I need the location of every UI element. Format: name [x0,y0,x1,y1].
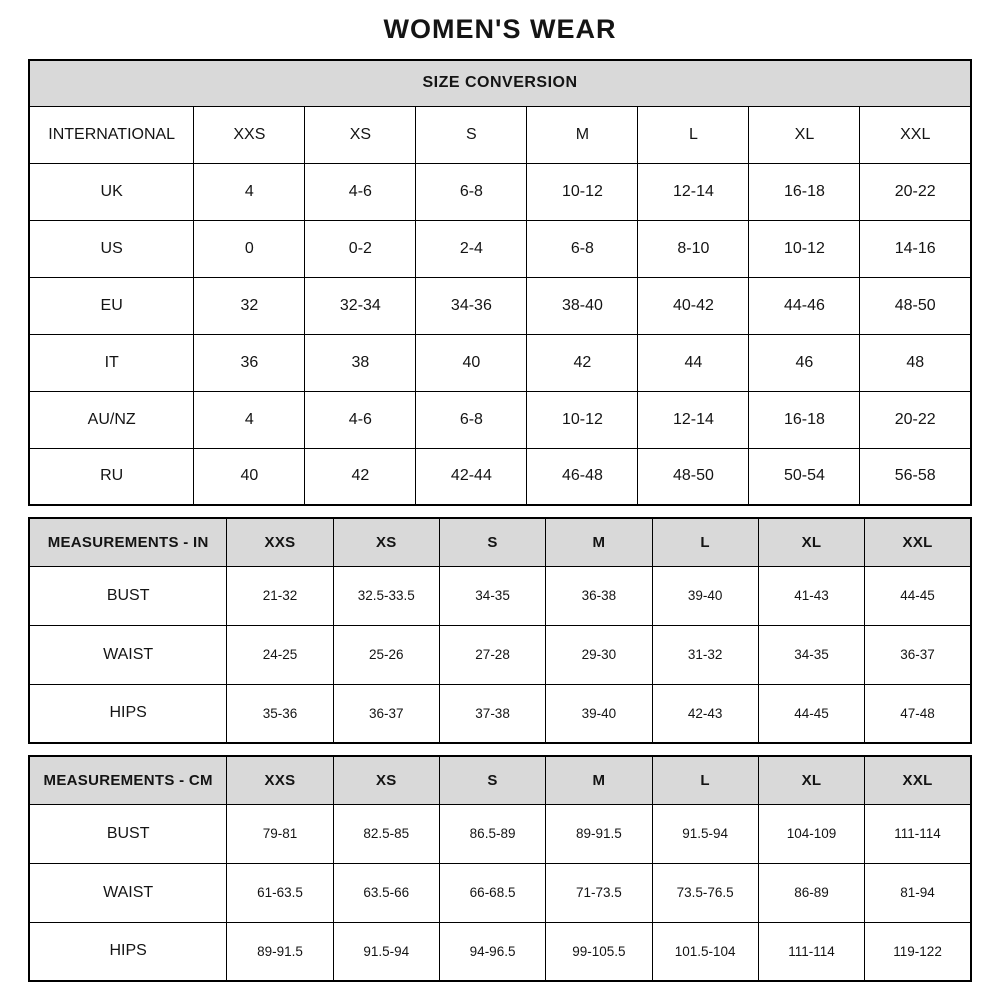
measure-cell: 36-37 [865,625,971,684]
size-cell: 48-50 [638,448,749,505]
size-cell: 40 [416,334,527,391]
size-conversion-banner: SIZE CONVERSION [29,60,971,106]
page-title: WOMEN'S WEAR [383,14,617,44]
measure-cell: 29-30 [546,625,652,684]
measure-cell: 35-36 [227,684,333,743]
measure-cell: 25-26 [333,625,439,684]
size-cell: 32 [194,277,305,334]
measure-cell: 37-38 [439,684,545,743]
size-cell: 6-8 [527,220,638,277]
size-cell: 40-42 [638,277,749,334]
table-row [29,334,971,391]
table-header-row [29,518,971,566]
measure-cell: 21-32 [227,566,333,625]
column-header: S [439,518,545,566]
size-cell: 6-8 [416,163,527,220]
measurements-cm-table [28,755,972,982]
size-cell: 44-46 [749,277,860,334]
measure-cell: 82.5-85 [333,804,439,863]
table-row [29,448,971,505]
table-row [29,220,971,277]
size-cell: 46-48 [527,448,638,505]
table-row [29,625,971,684]
measure-cell: 91.5-94 [652,804,758,863]
size-cell: 4-6 [305,163,416,220]
row-label: UK [29,163,194,220]
measure-cell: 104-109 [758,804,864,863]
size-cell: 20-22 [860,163,971,220]
size-cell: 16-18 [749,391,860,448]
column-header: XL [749,106,860,163]
measure-cell: 63.5-66 [333,863,439,922]
measure-cell: 41-43 [758,566,864,625]
table-row [29,684,971,743]
size-cell: 56-58 [860,448,971,505]
column-header: S [416,106,527,163]
size-cell: 40 [194,448,305,505]
measure-cell: 99-105.5 [546,922,652,981]
column-header: XL [758,756,864,804]
column-header: L [638,106,749,163]
table-row [29,391,971,448]
size-cell: 6-8 [416,391,527,448]
size-cell: 38-40 [527,277,638,334]
measure-cell: 34-35 [758,625,864,684]
size-cell: 34-36 [416,277,527,334]
measure-cell: 119-122 [865,922,971,981]
measure-cell: 36-37 [333,684,439,743]
column-header: M [546,756,652,804]
size-cell: 10-12 [527,391,638,448]
row-label: AU/NZ [29,391,194,448]
size-cell: 46 [749,334,860,391]
row-label: EU [29,277,194,334]
size-cell: 20-22 [860,391,971,448]
measure-cell: 91.5-94 [333,922,439,981]
column-header: M [527,106,638,163]
measurements-in-table [28,517,972,744]
measure-cell: 73.5-76.5 [652,863,758,922]
measure-cell: 47-48 [865,684,971,743]
column-header: XS [305,106,416,163]
table-title: MEASUREMENTS - CM [29,756,227,804]
measure-cell: 24-25 [227,625,333,684]
size-cell: 32-34 [305,277,416,334]
measure-cell: 89-91.5 [546,804,652,863]
size-cell: 50-54 [749,448,860,505]
size-cell: 42 [305,448,416,505]
table-row [29,863,971,922]
size-cell: 0-2 [305,220,416,277]
column-header: XXS [194,106,305,163]
table-header-row [29,756,971,804]
column-header: S [439,756,545,804]
measure-cell: 101.5-104 [652,922,758,981]
measure-cell: 44-45 [758,684,864,743]
row-label: HIPS [29,922,227,981]
measure-cell: 89-91.5 [227,922,333,981]
size-cell: 10-12 [527,163,638,220]
size-cell: 12-14 [638,163,749,220]
size-cell: 8-10 [638,220,749,277]
row-label: BUST [29,566,227,625]
measure-cell: 36-38 [546,566,652,625]
size-cell: 48 [860,334,971,391]
measure-cell: 66-68.5 [439,863,545,922]
row-label: RU [29,448,194,505]
measure-cell: 79-81 [227,804,333,863]
size-cell: 44 [638,334,749,391]
size-cell: 4 [194,391,305,448]
table-row [29,277,971,334]
size-cell: 10-12 [749,220,860,277]
measure-cell: 39-40 [546,684,652,743]
size-cell: 42-44 [416,448,527,505]
column-header: XXS [227,756,333,804]
row-label: US [29,220,194,277]
size-cell: 12-14 [638,391,749,448]
size-cell: 38 [305,334,416,391]
table-row [29,566,971,625]
column-header: XS [333,756,439,804]
measure-cell: 27-28 [439,625,545,684]
table-row [29,163,971,220]
size-cell: 16-18 [749,163,860,220]
measure-cell: 34-35 [439,566,545,625]
table-row [29,60,971,106]
measure-cell: 31-32 [652,625,758,684]
size-cell: 14-16 [860,220,971,277]
column-header: XXL [865,518,971,566]
row-label: BUST [29,804,227,863]
column-header: L [652,756,758,804]
size-cell: 36 [194,334,305,391]
table-header-row [29,106,971,163]
size-cell: 48-50 [860,277,971,334]
size-cell: 4-6 [305,391,416,448]
column-header: XXS [227,518,333,566]
measure-cell: 81-94 [865,863,971,922]
measure-cell: 42-43 [652,684,758,743]
column-header: XS [333,518,439,566]
column-header: L [652,518,758,566]
size-cell: 4 [194,163,305,220]
size-cell: 0 [194,220,305,277]
table-row [29,922,971,981]
measure-cell: 111-114 [758,922,864,981]
size-cell: 42 [527,334,638,391]
column-header: XL [758,518,864,566]
measure-cell: 111-114 [865,804,971,863]
table-row [29,804,971,863]
measure-cell: 61-63.5 [227,863,333,922]
measure-cell: 94-96.5 [439,922,545,981]
size-cell: 2-4 [416,220,527,277]
row-label: HIPS [29,684,227,743]
column-header: INTERNATIONAL [29,106,194,163]
measure-cell: 32.5-33.5 [333,566,439,625]
measure-cell: 71-73.5 [546,863,652,922]
column-header: XXL [860,106,971,163]
measure-cell: 86.5-89 [439,804,545,863]
row-label: WAIST [29,863,227,922]
table-title: MEASUREMENTS - IN [29,518,227,566]
size-conversion-table [28,59,972,506]
measure-cell: 44-45 [865,566,971,625]
column-header: M [546,518,652,566]
measure-cell: 86-89 [758,863,864,922]
measure-cell: 39-40 [652,566,758,625]
row-label: IT [29,334,194,391]
row-label: WAIST [29,625,227,684]
column-header: XXL [865,756,971,804]
